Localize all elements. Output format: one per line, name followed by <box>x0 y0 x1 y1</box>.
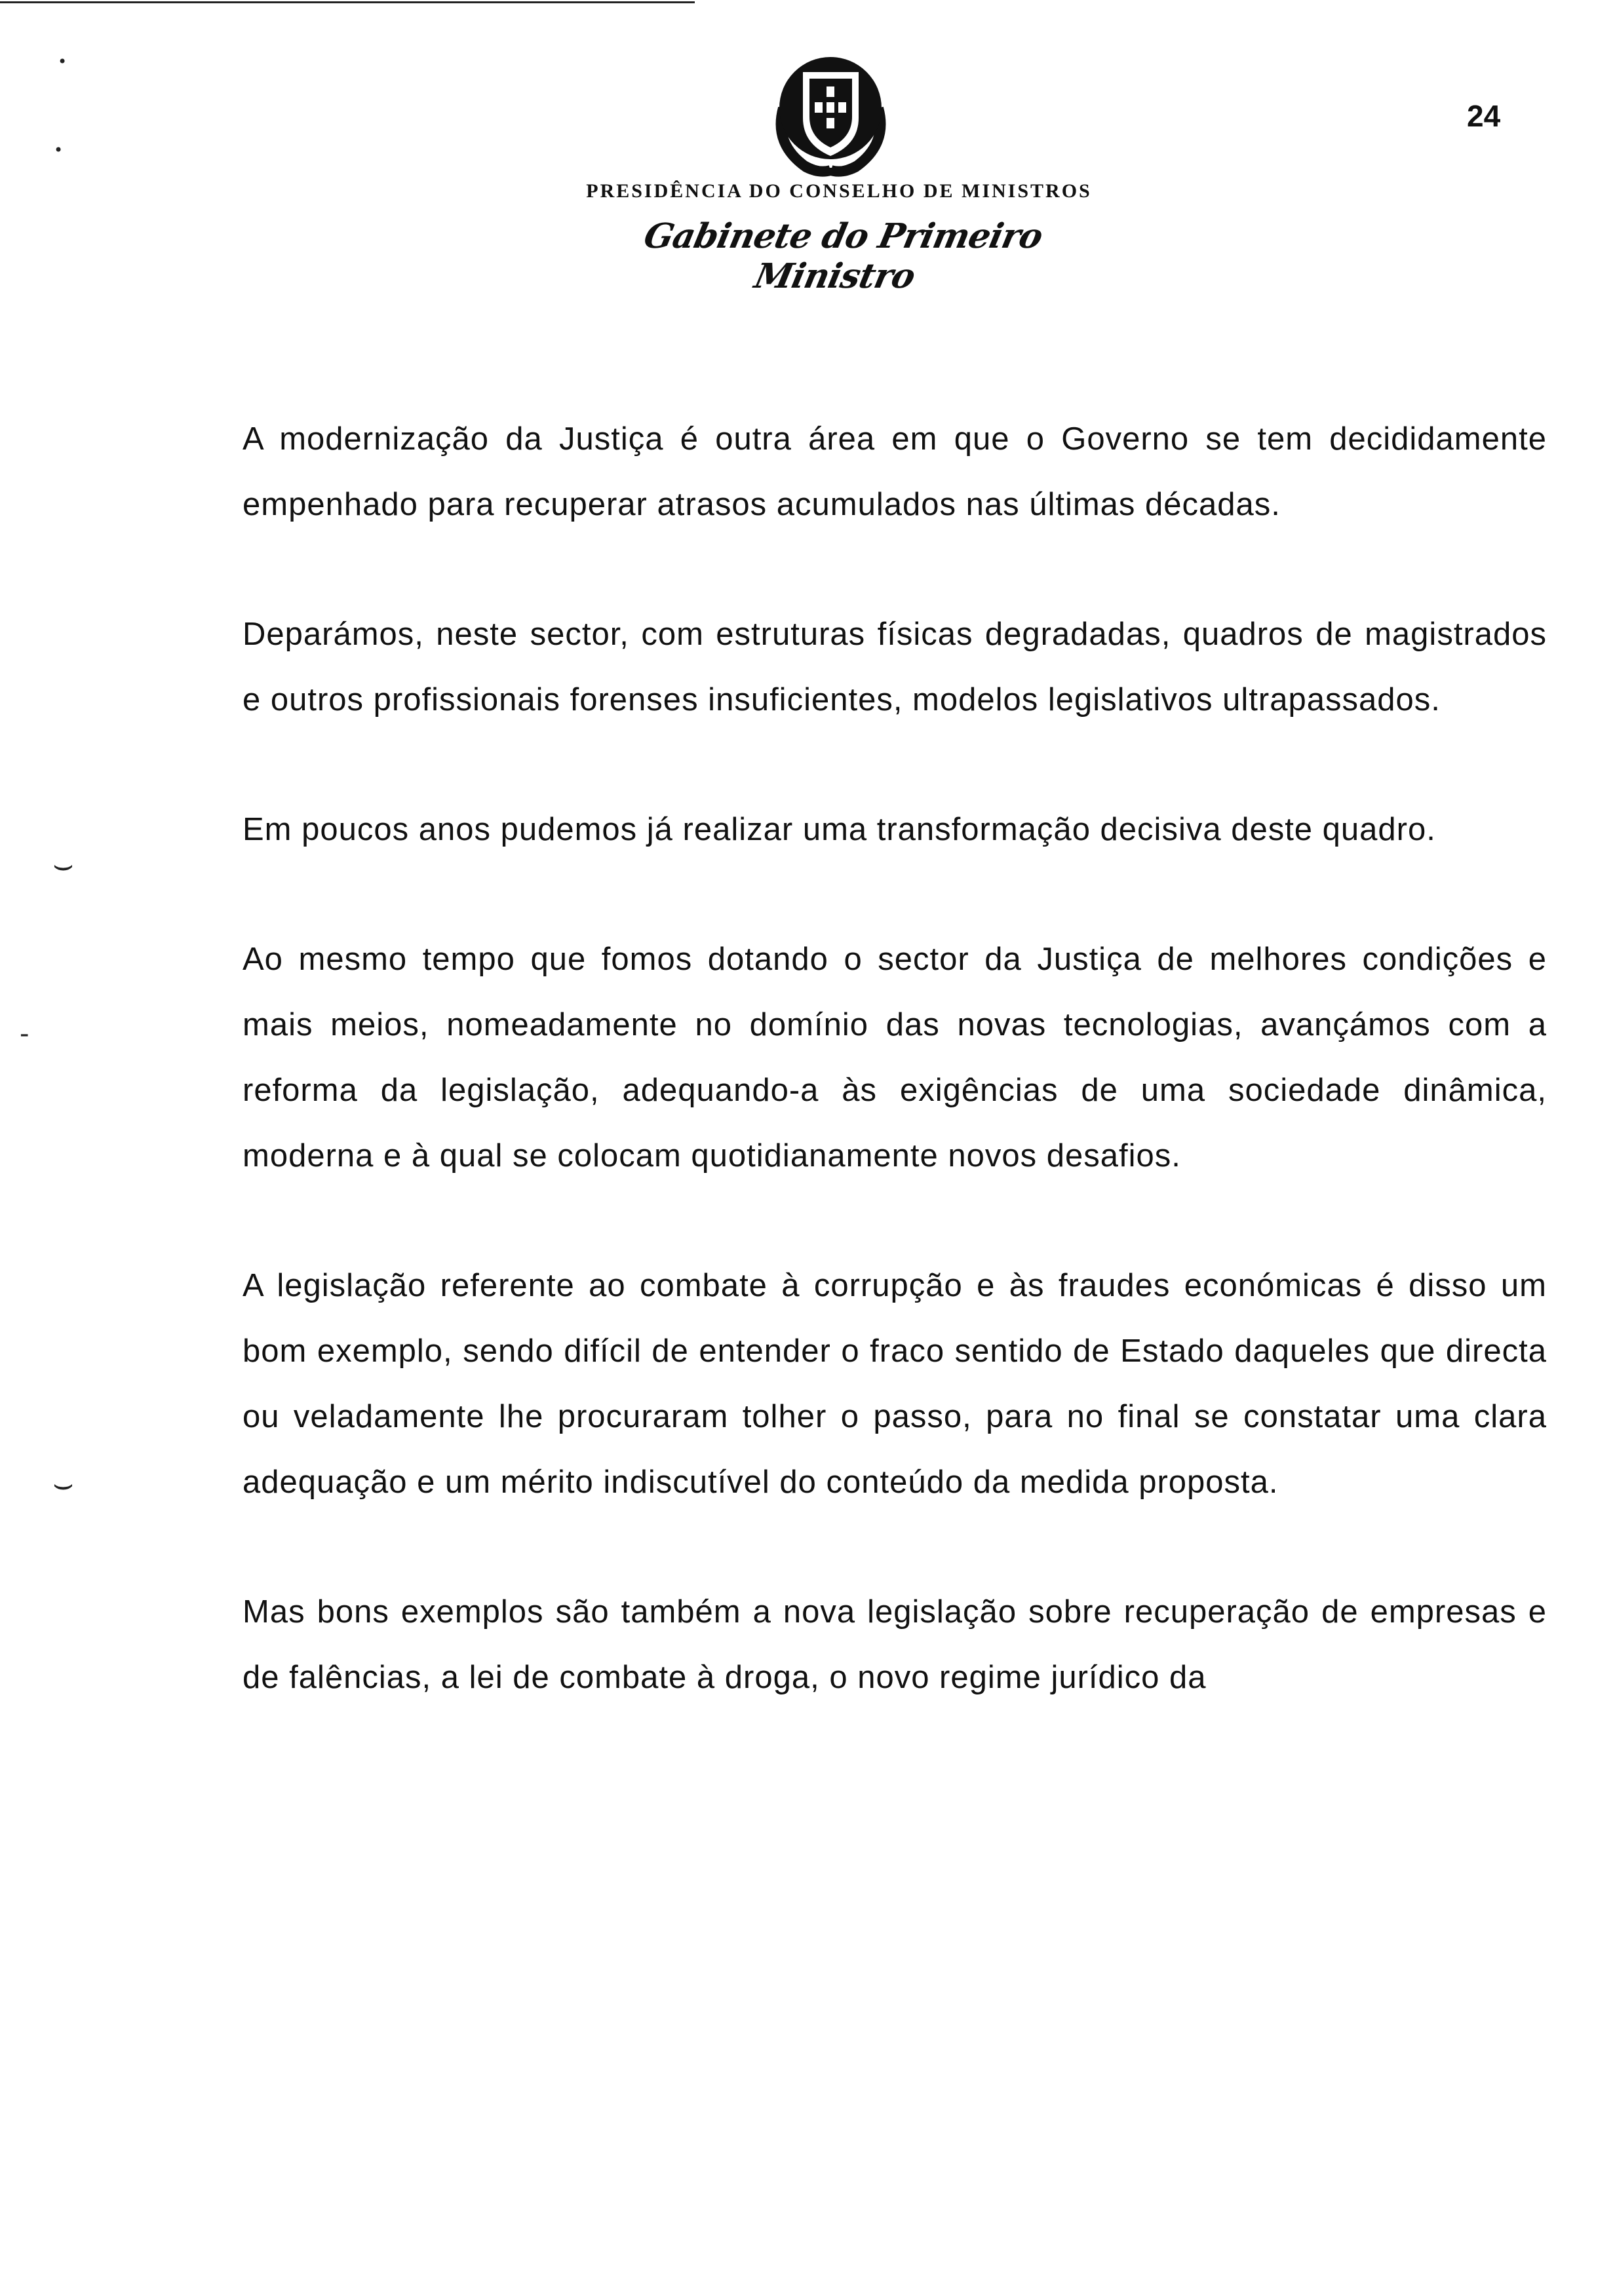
coat-of-arms-icon <box>767 46 895 177</box>
scan-dash-mark: - <box>20 1019 29 1049</box>
scan-top-rule <box>0 1 695 3</box>
letterhead-title: PRESIDÊNCIA DO CONSELHO DE MINISTROS <box>586 180 1092 202</box>
body-paragraph: Em poucos anos pudemos já realizar uma transformação decisiva deste quadro. <box>243 812 1436 847</box>
page-number: 24 <box>1467 99 1501 133</box>
scan-tick-mark: ⌣ <box>52 1464 74 1502</box>
scan-dot-mark: • <box>58 52 68 71</box>
body-paragraph: A legislação referente ao combate à corrupção e às fraudes económicas é disso um bom exemplo, sendo difícil de entender o fraco sentido de Estado daqueles que directa ou veladamente lhe procuraram tolher o passo, para no final se constatar uma clara adequação e um mérito indiscutível do conteúdo da medida proposta. <box>243 1268 1547 1500</box>
document-body <box>243 406 1547 1774</box>
body-paragraph: Deparámos, neste sector, com estruturas físicas degradadas, quadros de magistrados e outros profissionais forenses insuficientes, modelos legislativos ultrapassados. <box>243 617 1547 718</box>
letterhead-subtitle: Gabinete do Primeiro Ministro <box>640 216 1046 296</box>
body-paragraph: Ao mesmo tempo que fomos dotando o sector da Justiça de melhores condições e mais meios, nomeadamente no domínio das novas tecnologias, avançámos com a reforma da legislação, adequando-a às exigências de uma sociedade dinâmica, moderna e à qual se colocam quotidianamente novos desafios. <box>243 942 1547 1174</box>
scan-tick-mark: ⌣ <box>52 845 74 883</box>
scan-dot-mark: • <box>54 141 64 159</box>
body-paragraph: A modernização da Justiça é outra área em que o Governo se tem decididamente empenhado para recuperar atrasos acumulados nas últimas décadas. <box>243 421 1547 522</box>
body-paragraph: Mas bons exemplos são também a nova legislação sobre recuperação de empresas e de falências, a lei de combate à droga, o novo regime jurídico da <box>243 1594 1547 1695</box>
